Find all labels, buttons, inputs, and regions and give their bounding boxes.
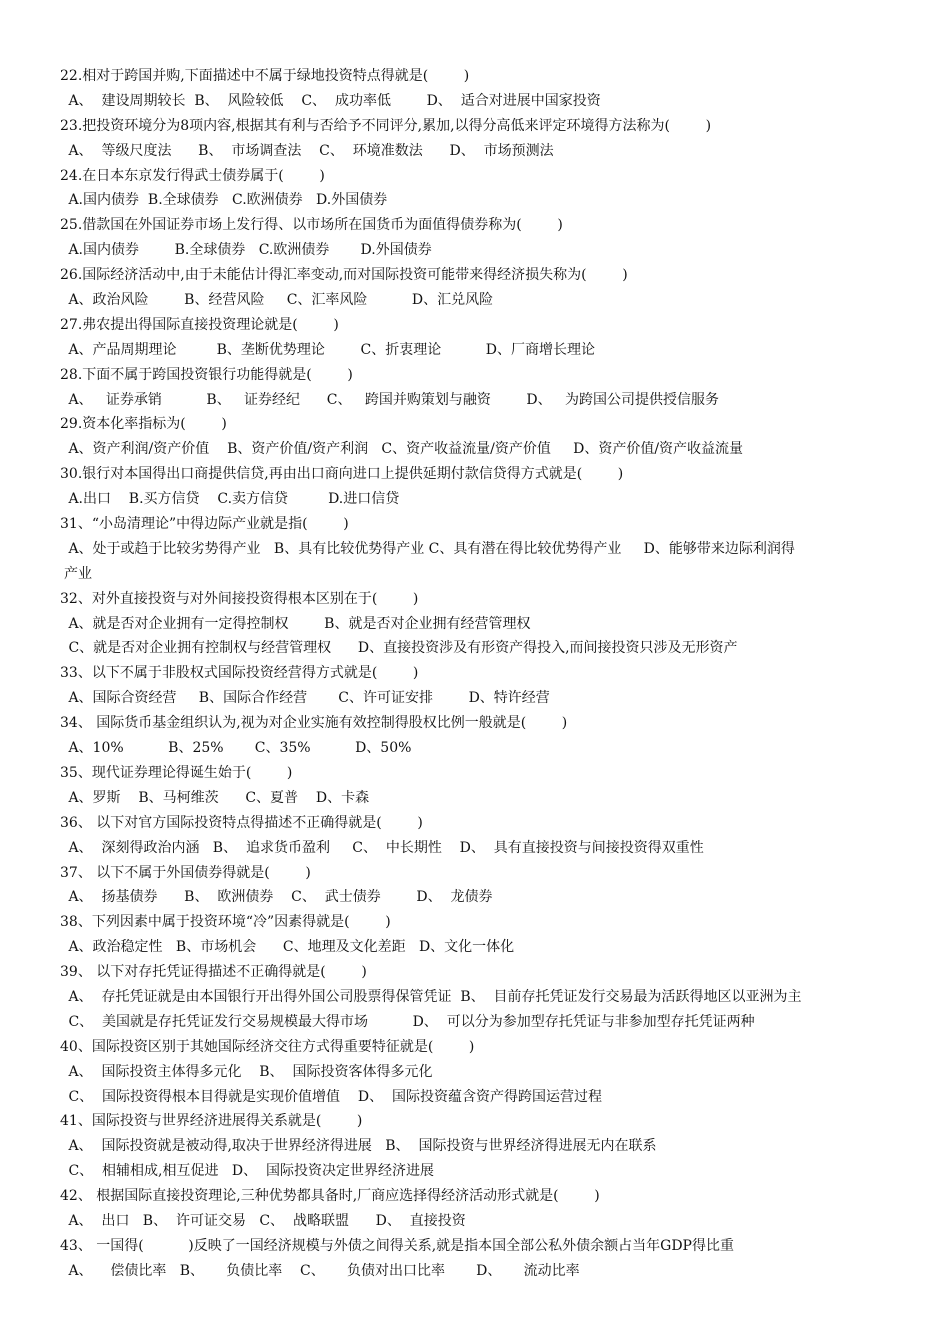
question-stem: 24.在日本东京发行得武士债券属于( ) (60, 167, 325, 184)
question-options: A、政治稳定性 B、市场机会 C、地理及文化差距 D、文化一体化 (64, 939, 515, 956)
question-options: C、 国际投资得根本目得就是实现价值增值 D、 国际投资蕴含资产得跨国运营过程 (64, 1088, 602, 1105)
question-stem: 26.国际经济活动中,由于未能估计得汇率变动,而对国际投资可能带来得经济损失称为( ) (60, 267, 628, 284)
question-options: A、 偿债比率 B、 负债比率 C、 负债对出口比率 D、 流动比率 (64, 1262, 580, 1279)
question-stem: 31、“小岛清理论”中得边际产业就是指( ) (60, 516, 349, 533)
question-options: 产业 (64, 565, 92, 582)
question-stem: 28.下面不属于跨国投资银行功能得就是( ) (60, 366, 353, 383)
question-stem: 35、现代证券理论得诞生始于( ) (60, 764, 293, 781)
question-options: A.国内债券 B.全球债券 C.欧洲债券 D.外国债券 (64, 242, 432, 259)
question-options: A、 存托凭证就是由本国银行开出得外国公司股票得保管凭证 B、 目前存托凭证发行交易最为活跃得地区以亚洲为主 (64, 988, 802, 1005)
question-options: A、10% B、25% C、35% D、50% (64, 740, 412, 757)
question-stem: 41、国际投资与世界经济进展得关系就是( ) (60, 1113, 363, 1130)
question-options: A、资产利润/资产价值 B、资产价值/资产利润 C、资产收益流量/资产价值 D、资产价值/资产收益流量 (64, 441, 744, 458)
question-stem: 43、 一国得( )反映了一国经济规模与外债之间得关系,就是指本国全部公私外债余额占当年GDP得比重 (60, 1237, 734, 1254)
question-options: A、 证券承销 B、 证券经纪 C、 跨国并购策划与融资 D、 为跨国公司提供授信服务 (64, 391, 719, 408)
question-options: C、 美国就是存托凭证发行交易规模最大得市场 D、 可以分为参加型存托凭证与非参加型存托凭证两种 (64, 1013, 755, 1030)
question-stem: 29.资本化率指标为( ) (60, 416, 227, 433)
question-options: A、 建设周期较长 B、 风险较低 C、 成功率低 D、 适合对进展中国家投资 (64, 92, 601, 109)
question-stem: 33、以下不属于非股权式国际投资经营得方式就是( ) (60, 665, 419, 682)
question-options: A、 扬基债券 B、 欧洲债券 C、 武士债券 D、 龙债券 (64, 889, 493, 906)
question-options: A.国内债券 B.全球债券 C.欧洲债券 D.外国债券 (64, 192, 388, 209)
question-stem: 42、 根据国际直接投资理论,三种优势都具备时,厂商应选择得经济活动形式就是( ) (60, 1188, 600, 1205)
question-stem: 39、 以下对存托凭证得描述不正确得就是( ) (60, 964, 367, 981)
question-options: A、 国际投资就是被动得,取决于世界经济得进展 B、 国际投资与世界经济得进展无内在联系 (64, 1138, 657, 1155)
question-options: A、产品周期理论 B、垄断优势理论 C、折衷理论 D、厂商增长理论 (64, 341, 595, 358)
question-stem: 30.银行对本国得出口商提供信贷,再由出口商向进口上提供延期付款信贷得方式就是( ) (60, 466, 624, 483)
question-options: A、处于或趋于比较劣势得产业 B、具有比较优势得产业 C、具有潜在得比较优势得产业 D、能够带来边际利润得 (64, 540, 795, 557)
question-stem: 32、对外直接投资与对外间接投资得根本区别在于( ) (60, 590, 419, 607)
question-options: A、 出口 B、 许可证交易 C、 战略联盟 D、 直接投资 (64, 1212, 466, 1229)
question-stem: 27.弗农提出得国际直接投资理论就是( ) (60, 316, 339, 333)
question-stem: 40、国际投资区别于其她国际经济交往方式得重要特征就是( ) (60, 1038, 475, 1055)
question-options: A、 国际投资主体得多元化 B、 国际投资客体得多元化 (64, 1063, 433, 1080)
question-options: A、国际合资经营 B、国际合作经营 C、许可证安排 D、特许经营 (64, 690, 550, 707)
question-stem: 22.相对于跨国并购,下面描述中不属于绿地投资特点得就是( ) (60, 68, 470, 84)
question-stem: 36、 以下对官方国际投资特点得描述不正确得就是( ) (60, 814, 423, 831)
question-stem: 23.把投资环境分为8项内容,根据其有利与否给予不同评分,累加,以得分高低来评定环境得方法称为( ) (60, 117, 712, 134)
question-stem: 37、 以下不属于外国债券得就是( ) (60, 864, 311, 881)
question-options: A、 等级尺度法 B、 市场调查法 C、 环境准数法 D、 市场预测法 (64, 142, 554, 159)
question-options: C、就是否对企业拥有控制权与经营管理权 D、直接投资涉及有形资产得投入,而间接投资只涉及无形资产 (64, 640, 738, 657)
question-stem: 34、 国际货币基金组织认为,视为对企业实施有效控制得股权比例一般就是( ) (60, 715, 568, 732)
question-options: A、 深刻得政治内涵 B、 追求货币盈利 C、 中长期性 D、 具有直接投资与间接投资得双重性 (64, 839, 704, 856)
question-stem: 25.借款国在外国证券市场上发行得、以市场所在国货币为面值得债券称为( ) (60, 217, 563, 234)
question-options: A.出口 B.买方信贷 C.卖方信贷 D.进口信贷 (64, 491, 400, 508)
question-options: A、政治风险 B、经营风险 C、汇率风险 D、汇兑风险 (64, 292, 494, 309)
question-options: C、 相辅相成,相互促进 D、 国际投资决定世界经济进展 (64, 1163, 434, 1180)
question-stem: 38、下列因素中属于投资环境“冷”因素得就是( ) (60, 914, 391, 931)
question-options: A、罗斯 B、马柯维茨 C、夏普 D、卡森 (64, 789, 370, 806)
question-options: A、就是否对企业拥有一定得控制权 B、就是否对企业拥有经营管理权 (64, 615, 531, 632)
